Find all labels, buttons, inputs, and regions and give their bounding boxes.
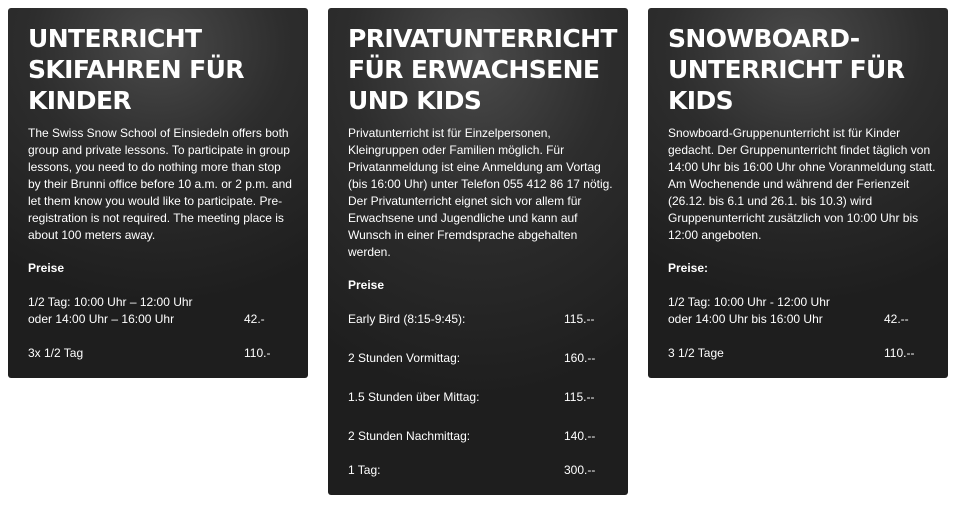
title-line: KINDER xyxy=(28,86,132,115)
title-line: KIDS xyxy=(668,86,734,115)
card-description: The Swiss Snow School of Einsiedeln offers both group and private lessons. To participate in group lessons, you need to do nothing more than stop by their Brunni office before 10 a.m. or 2 p.m. and let them know you would like to participate. Pre-registration is not required. The meeting place is about 100 meters away. xyxy=(28,126,292,242)
price-value: 140.-- xyxy=(564,429,596,443)
price-value: 42.-- xyxy=(884,312,909,326)
card-privatunterricht xyxy=(328,8,628,495)
card-title xyxy=(668,23,938,116)
price-value: 160.-- xyxy=(564,351,596,365)
title-line: UNTERRICHT xyxy=(28,24,202,53)
card-title xyxy=(348,23,618,116)
card-title xyxy=(28,23,298,116)
price-row-label: 3 1/2 Tage xyxy=(668,346,724,360)
title-line: UNTERRICHT FÜR xyxy=(668,55,905,84)
card-description: Privatunterricht ist für Einzelpersonen, Kleingruppen oder Familien möglich. Für Privatanmeldung ist eine Anmeldung am Vortag (bis 16:00 Uhr) unter Telefon 055 412 86 17 nötig. Der Privatunterricht eignet sich vor allem für Erwachsene und Jugendliche und kann auf Wunsch in einer Fremdsprache abgehalten werden. xyxy=(348,126,613,259)
card-ski-kinder xyxy=(8,8,308,378)
price-row-label: 1 Tag: xyxy=(348,463,381,477)
price-value: 115.-- xyxy=(564,390,595,404)
preise-label: Preise xyxy=(28,261,65,275)
price-value: 115.-- xyxy=(564,312,595,326)
price-row-line2: oder 14:00 Uhr bis 16:00 Uhr xyxy=(668,312,823,326)
price-value: 300.-- xyxy=(564,463,596,477)
price-row-line1: 1/2 Tag: 10:00 Uhr – 12:00 Uhr xyxy=(28,295,193,309)
price-value: 110.- xyxy=(244,346,271,360)
price-row-label xyxy=(28,294,238,328)
title-line: UND KIDS xyxy=(348,86,482,115)
card-description: Snowboard-Gruppenunterricht ist für Kinder gedacht. Der Gruppenunterricht findet täglich von 14:00 Uhr bis 16:00 Uhr ohne Voranmeldung statt. Am Wochenende und während der Ferienzeit (26.12. bis 6.1 und 26.1. bis 10.3) wird Gruppenunterricht zusätzlich von 10:00 Uhr bis 12:00 angeboten. xyxy=(668,126,936,242)
preise-label: Preise xyxy=(348,278,385,292)
price-value: 42.- xyxy=(244,312,265,326)
title-line: SNOWBOARD- xyxy=(668,24,860,53)
price-value: 110.-- xyxy=(884,346,915,360)
price-row-line2: oder 14:00 Uhr – 16:00 Uhr xyxy=(28,312,175,326)
title-line: PRIVATUNTERRICHT xyxy=(348,24,617,53)
preise-label: Preise: xyxy=(668,261,709,275)
price-row-label: 3x 1/2 Tag xyxy=(28,346,84,360)
price-row-label: 1.5 Stunden über Mittag: xyxy=(348,390,480,404)
title-line: FÜR ERWACHSENE xyxy=(348,55,600,84)
title-line: SKIFAHREN FÜR xyxy=(28,55,244,84)
price-row-label: 2 Stunden Vormittag: xyxy=(348,351,461,365)
card-snowboard-kids xyxy=(648,8,948,378)
price-row-line1: 1/2 Tag: 10:00 Uhr - 12:00 Uhr xyxy=(668,295,830,309)
price-row-label: 2 Stunden Nachmittag: xyxy=(348,429,471,443)
price-row-label xyxy=(668,294,878,328)
price-row-label: Early Bird (8:15-9:45): xyxy=(348,312,466,326)
